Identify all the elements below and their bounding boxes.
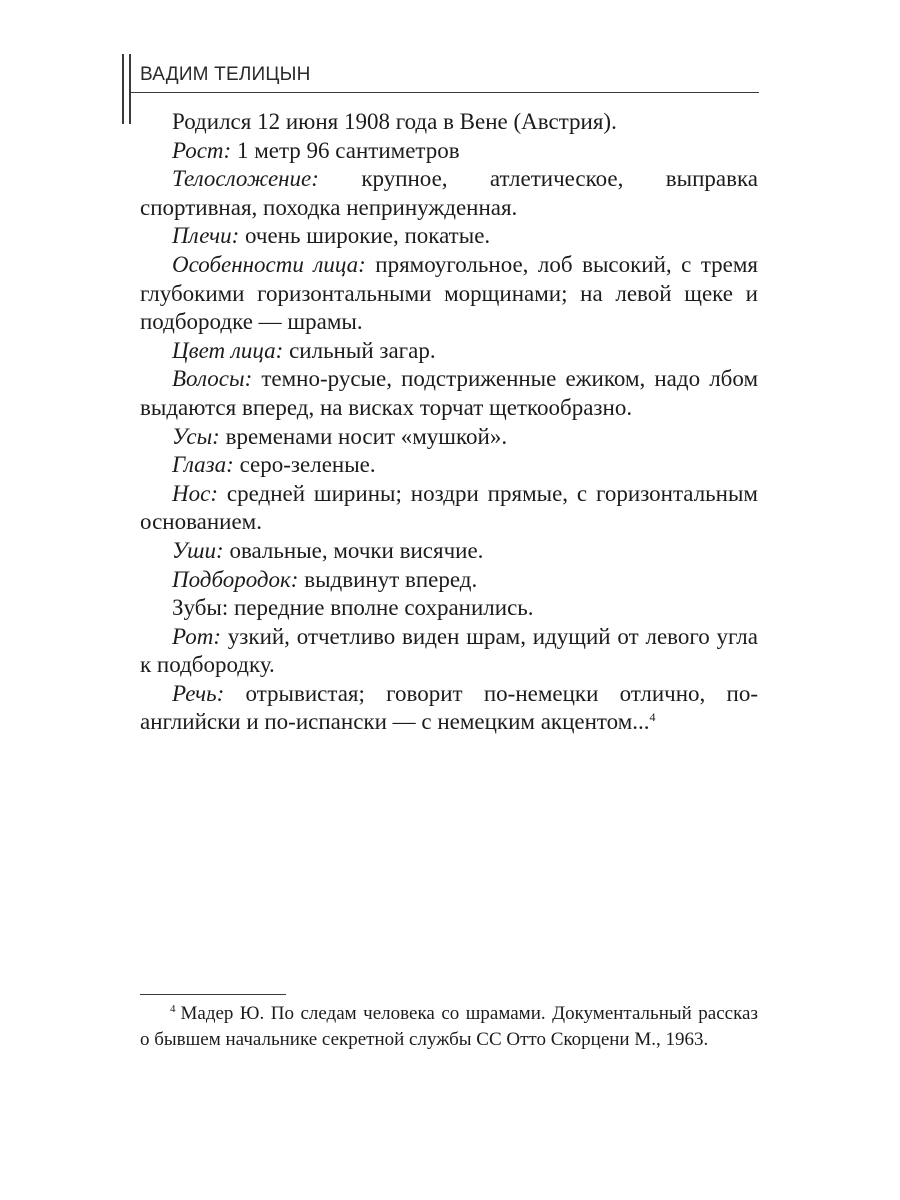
footnote-paragraph [140,1001,758,1053]
footnote-separator [140,994,286,995]
entry-text: 1 метр 96 сантиметров [231,137,460,163]
paragraph-face [140,251,758,337]
entry-label: Речь: [172,680,225,706]
main-text [140,108,758,737]
entry-label: Рот: [172,623,221,649]
paragraph-height [140,137,758,166]
entry-label: Усы: [172,423,220,449]
paragraph-speech [140,680,758,737]
paragraph-complexion [140,337,758,366]
entry-text: очень широкие, покатые. [239,223,491,249]
entry-text: выдвинут вперед. [298,566,478,592]
entry-text: овальные, мочки висячие. [223,537,484,563]
entry-label: Плечи: [172,223,240,249]
entry-text: Родился 12 июня 1908 года в Вене (Австрия). [172,109,617,134]
paragraph-shoulders [140,222,758,251]
entry-label: Уши: [172,537,224,563]
entry-text: серо-зеленые. [233,452,376,478]
entry-label: Подбородок: [172,566,299,592]
entry-text: сильный загар. [283,337,436,363]
running-head: ВАДИМ ТЕЛИЦЫН [140,64,311,85]
paragraph-teeth [140,594,758,623]
paragraph-ears [140,537,758,566]
header-rule-vertical-2 [129,54,131,124]
paragraph-nose [140,480,758,537]
entry-text: темно-русые, подстриженные ежиком, надо лбом выдаются вперед, на висках торчат щеткообразно. [140,366,758,420]
entry-text: прямоугольное, лоб высокий, с тремя глубокими горизонтальными морщинами; на левой щеке и подбородке — шрамы. [140,251,758,335]
paragraph-birth [140,108,758,137]
paragraph-eyes [140,451,758,480]
entry-text: отрывистая; говорит по-немецки отлично, по-английски и по-испански — с немецким акцентом... [140,680,758,735]
paragraph-hair [140,365,758,422]
entry-text: средней ширины; ноздри прямые, с горизонтальным основанием. [140,480,758,535]
paragraph-mouth [140,623,758,680]
paragraph-chin [140,566,758,595]
entry-text: Зубы: передние вполне сохранились. [172,595,534,621]
entry-text: временами носит «мушкой». [219,423,508,449]
entry-text: крупное, атлетическое, выправка спортивная, походка непринужденная. [140,166,758,220]
entry-label: Волосы: [172,366,253,392]
paragraph-mustache [140,423,758,452]
entry-label: Глаза: [172,452,234,478]
entry-label: Цвет лица: [172,337,284,363]
paragraph-build [140,165,758,222]
entry-label: Особенности лица: [172,251,366,277]
header-rule-horizontal [129,92,759,93]
entry-label: Рост: [172,137,232,163]
entry-label: Телосложение: [172,166,319,192]
header-rule-vertical-1 [122,54,124,124]
footnote-number: 4 [170,1003,176,1015]
entry-text: узкий, отчетливо виден шрам, идущий от левого угла к подбородку. [140,623,758,678]
footnote-text: Мадер Ю. По следам человека со шрамами. Документальный рассказ о бывшем начальнике секретной службы СС Отто Скорцени М., 1963. [140,1003,758,1050]
entry-label: Нос: [172,480,218,506]
footnote [140,1001,758,1053]
footnote-reference: 4 [649,710,656,725]
